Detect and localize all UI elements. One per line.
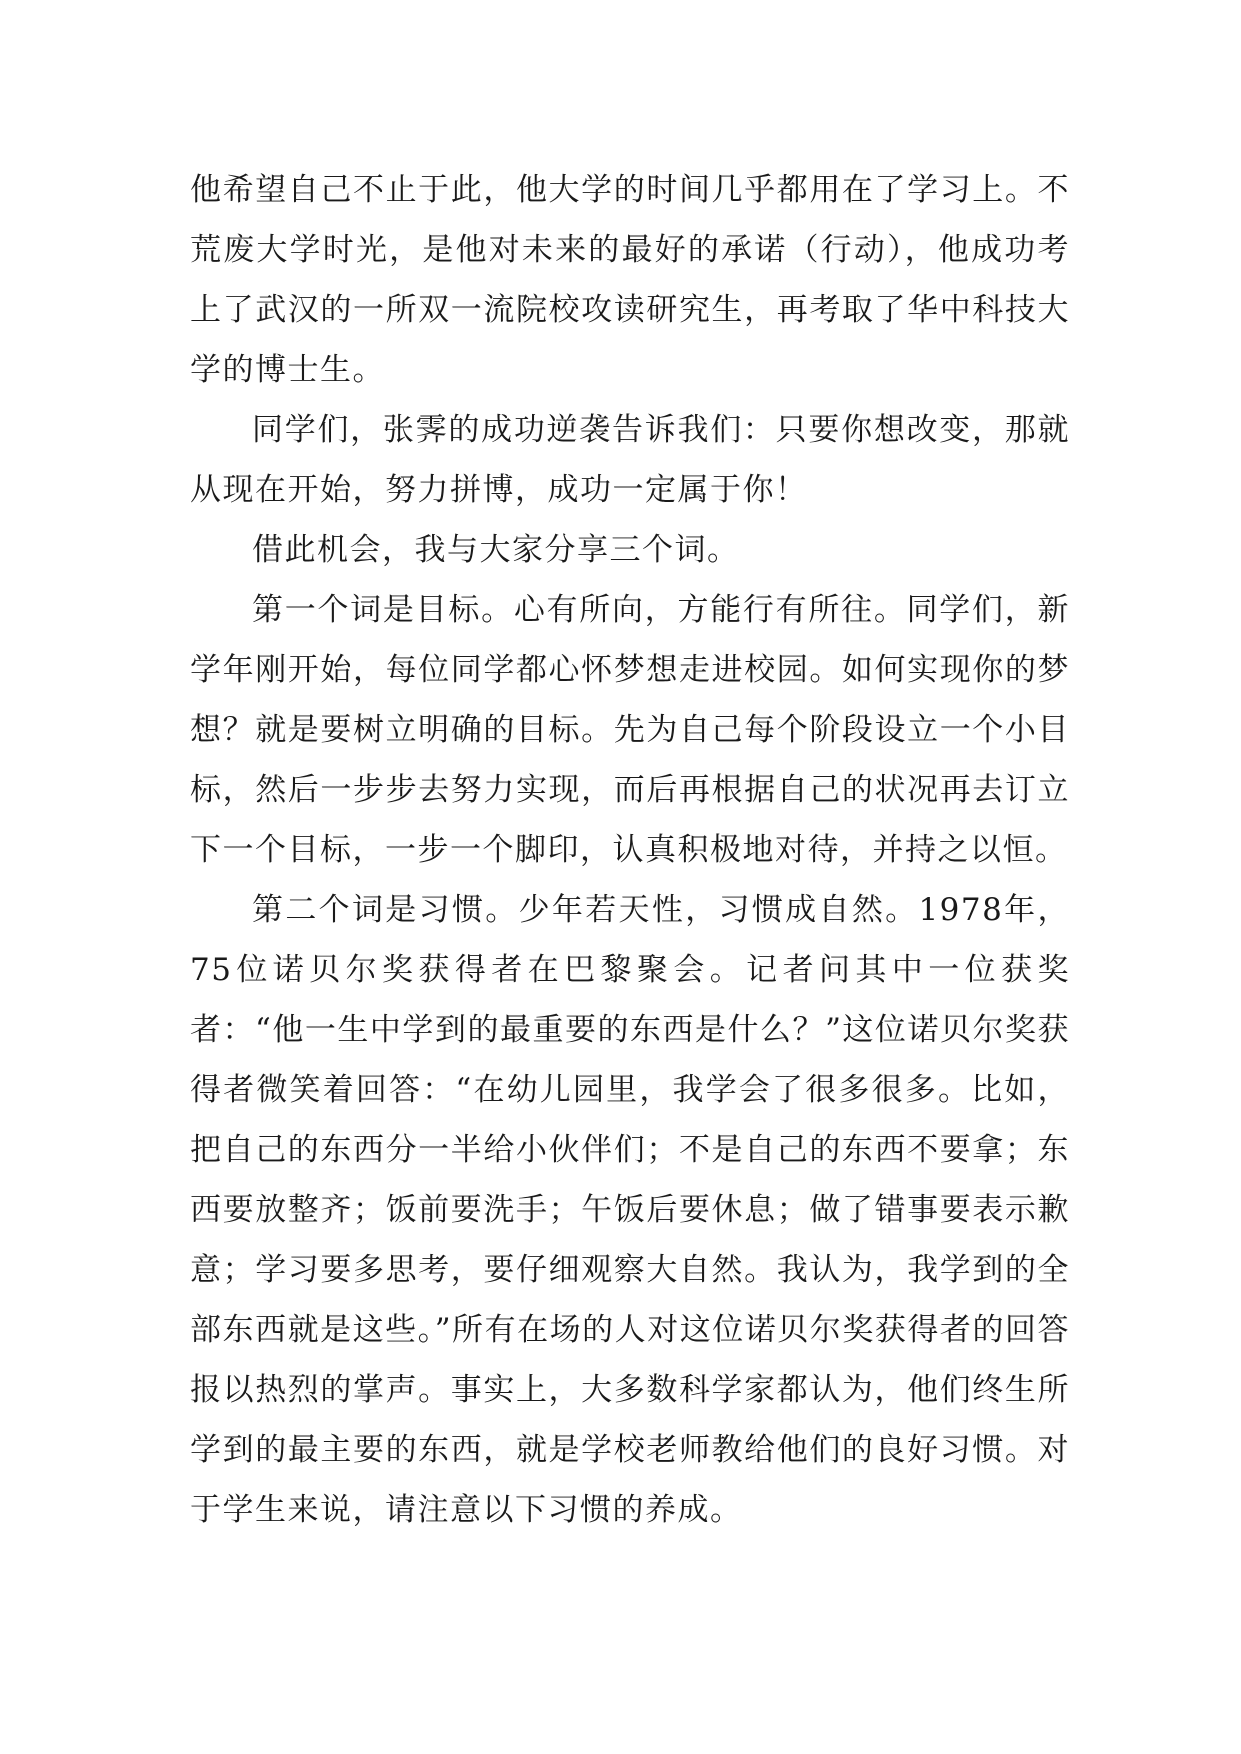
paragraph-encouragement: 同学们，张霁的成功逆袭告诉我们：只要你想改变，那就从现在开始，努力拼博，成功一定属于你！ [190, 412, 1070, 508]
paragraph-habit: 第二个词是习惯。少年若天性，习惯成自然。1978年，75位诺贝尔奖获得者在巴黎聚会。记者问其中一位获奖者：“他一生中学到的最重要的东西是什么？”这位诺贝尔奖获得者微笑着回答：“在幼儿园里，我学会了很多很多。比如，把自己的东西分一半给小伙伴们；不是自己的东西不要拿；东西要放整齐；饭前要洗手；午饭后要休息；做了错事要表示歉意；学习要多思考，要仔细观察大自然。我认为，我学到的全部东西就是这些。”所有在场的人对这位诺贝尔奖获得者的回答报以热烈的掌声。事实上，大多数科学家都认为，他们终生所学到的最主要的东西，就是学校老师教给他们的良好习惯。对于学生来说，请注意以下习惯的养成。 [190, 892, 1070, 1528]
paragraph-continuation: 他希望自己不止于此，他大学的时间几乎都用在了学习上。不荒废大学时光，是他对未来的最好的承诺（行动），他成功考上了武汉的一所双一流院校攻读研究生，再考取了华中科技大学的博士生。 [190, 172, 1070, 388]
paragraph-goal: 第一个词是目标。心有所向，方能行有所往。同学们，新学年刚开始，每位同学都心怀梦想走进校园。如何实现你的梦想？就是要树立明确的目标。先为自己每个阶段设立一个小目标，然后一步步去努力实现，而后再根据自己的状况再去订立下一个目标，一步一个脚印，认真积极地对待，并持之以恒。 [190, 592, 1070, 868]
paragraph-three-words-intro: 借此机会，我与大家分享三个词。 [252, 532, 740, 568]
document-body [190, 160, 1070, 1540]
